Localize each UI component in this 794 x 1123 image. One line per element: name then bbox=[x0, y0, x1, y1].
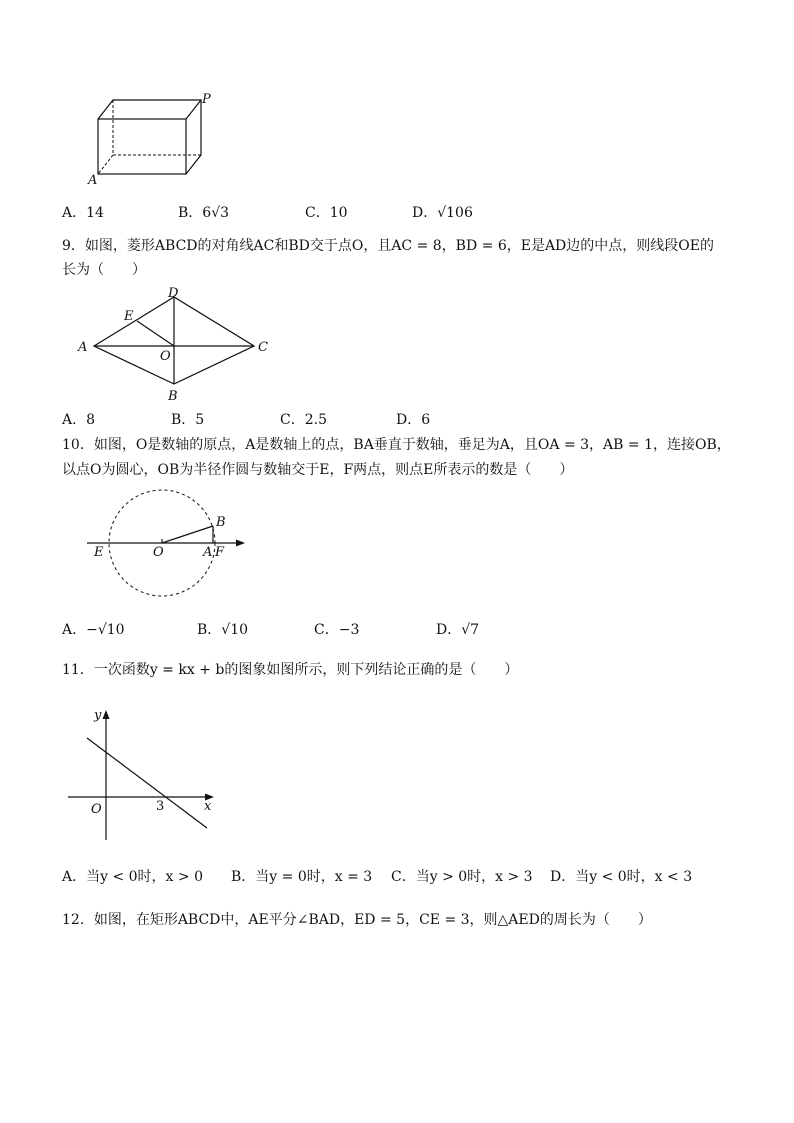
box-hidden-edges bbox=[113, 100, 201, 155]
q12-stem: 12．如图，在矩形ABCD中，AE平分∠BAD，ED = 5，CE = 3，则△AED的周长为（ ） bbox=[62, 912, 652, 928]
q8-option-b[interactable]: B．6√3 bbox=[178, 205, 230, 221]
q11-option-a[interactable]: A．当y < 0时，x > 0 bbox=[62, 869, 203, 885]
q10-option-d[interactable]: D．√7 bbox=[436, 622, 480, 638]
label-d: D bbox=[168, 286, 179, 301]
label-b: B bbox=[168, 389, 178, 404]
function-line bbox=[87, 738, 207, 828]
label-p: P bbox=[202, 92, 211, 107]
label-a: A bbox=[203, 545, 213, 560]
label-a: A bbox=[78, 340, 88, 355]
label-c: C bbox=[258, 340, 268, 355]
q11-option-d[interactable]: D．当y < 0时，x < 3 bbox=[550, 869, 693, 885]
label-f: F bbox=[215, 545, 225, 560]
q9-stem-line1: 9．如图，菱形ABCD的对角线AC和BD交于点O，且AC = 8，BD = 6，E是AD边的中点，则线段OE的 bbox=[62, 238, 714, 254]
q11-option-c[interactable]: C．当y > 0时，x > 3 bbox=[391, 869, 533, 885]
box-front-face bbox=[98, 119, 186, 174]
axis-arrow-icon bbox=[236, 540, 245, 547]
q9-option-c[interactable]: C．2.5 bbox=[280, 412, 327, 428]
box-hidden-edge-diag bbox=[98, 155, 113, 174]
q10-option-a[interactable]: A．−√10 bbox=[62, 622, 125, 638]
q10-option-b[interactable]: B．√10 bbox=[197, 622, 249, 638]
label-b: B bbox=[216, 515, 226, 530]
label-e: E bbox=[94, 545, 104, 560]
segment-oe bbox=[137, 321, 174, 346]
segment-ob bbox=[162, 526, 213, 543]
label-a: A bbox=[88, 173, 98, 188]
q10-stem-line1: 10．如图，O是数轴的原点，A是数轴上的点，BA垂直于数轴，垂足为A，且OA = 3，AB = 1，连接OB， bbox=[62, 437, 731, 453]
label-origin: O bbox=[91, 802, 102, 817]
q9-option-b[interactable]: B．5 bbox=[171, 412, 205, 428]
q11-graph-figure bbox=[62, 700, 222, 845]
y-axis-arrow-icon bbox=[103, 710, 110, 719]
label-o: O bbox=[160, 349, 171, 364]
q11-option-b[interactable]: B．当y = 0时，x = 3 bbox=[231, 869, 373, 885]
q9-option-a[interactable]: A．8 bbox=[62, 412, 96, 428]
q9-option-d[interactable]: D．6 bbox=[396, 412, 431, 428]
q8-option-a[interactable]: A．14 bbox=[62, 205, 104, 221]
label-x: x bbox=[204, 799, 212, 814]
q10-option-c[interactable]: C．−3 bbox=[314, 622, 360, 638]
q9-stem-line2: 长为（ ） bbox=[62, 262, 146, 278]
label-e: E bbox=[124, 309, 134, 324]
q10-numberline-figure bbox=[85, 495, 255, 605]
q10-stem-line2: 以点O为圆心，OB为半径作圆与数轴交于E，F两点，则点E所表示的数是（ ） bbox=[62, 462, 574, 478]
label-three: 3 bbox=[156, 799, 165, 814]
box-right-edges bbox=[186, 100, 201, 174]
q8-option-d[interactable]: D．√106 bbox=[412, 205, 473, 221]
q8-box-figure bbox=[80, 88, 220, 188]
q11-stem: 11．一次函数y = kx + b的图象如图所示，则下列结论正确的是（ ） bbox=[62, 662, 519, 678]
label-y: y bbox=[94, 708, 102, 723]
label-o: O bbox=[153, 545, 164, 560]
q9-rhombus-figure bbox=[70, 285, 280, 405]
q8-option-c[interactable]: C．10 bbox=[305, 205, 348, 221]
